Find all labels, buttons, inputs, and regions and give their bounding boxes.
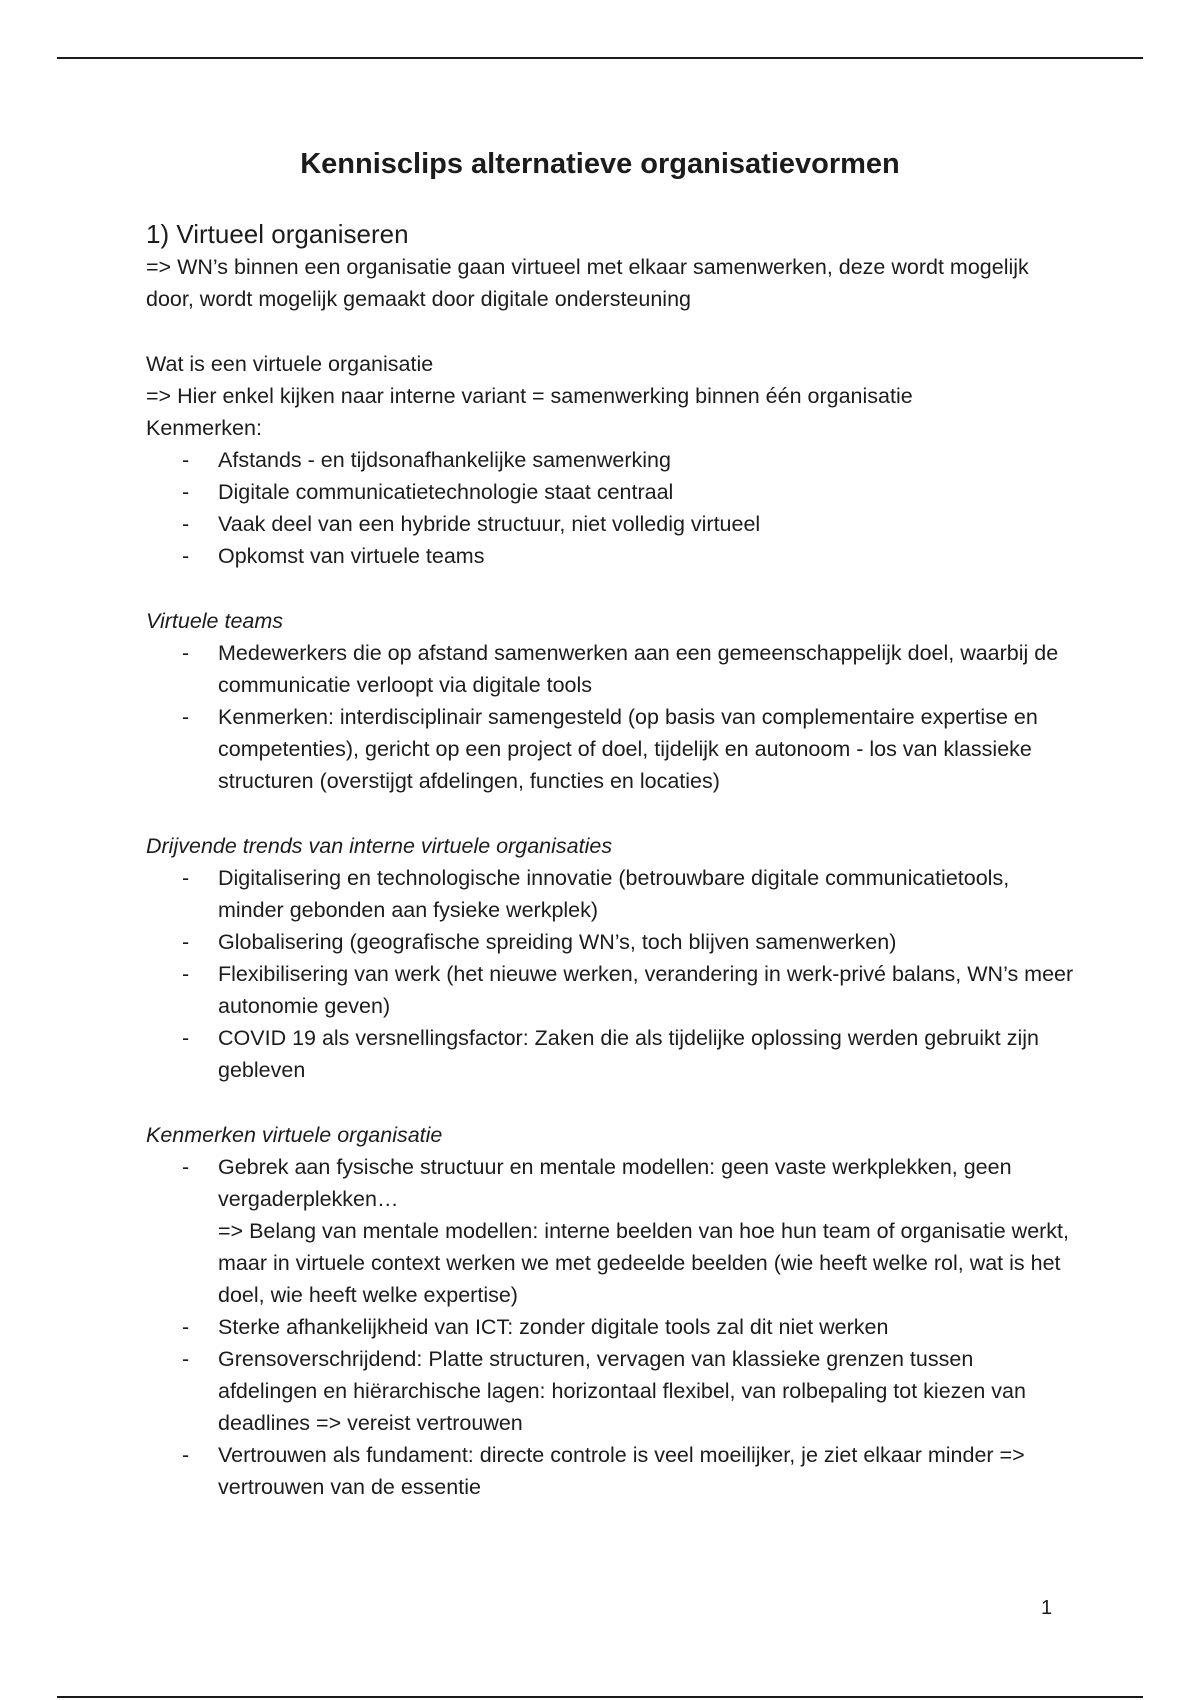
- trends-list: [146, 862, 1076, 1086]
- virtual-teams-heading: Virtuele teams: [146, 609, 284, 633]
- list-item: - Opkomst van virtuele teams: [182, 544, 485, 568]
- list-item: - Medewerkers die op afstand samenwerken aan een gemeenschappelijk doel, waarbij de communicatie verloopt via digitale tools: [182, 641, 1059, 697]
- list-item: - Sterke afhankelijkheid van ICT: zonder digitale tools zal dit niet werken: [182, 1315, 889, 1339]
- list-item: - Globalisering (geografische spreiding WN’s, toch blijven samenwerken): [182, 930, 897, 954]
- list-item: - Vertrouwen als fundament: directe controle is veel moeilijker, je ziet elkaar minder => vertrouwen van de essentie: [182, 1443, 1025, 1499]
- document-title: Kennisclips alternatieve organisatievormen: [300, 148, 900, 180]
- list-item: - Grensoverschrijdend: Platte structuren, vervagen van klassieke grenzen tussen afdelingen en hiërarchische lagen: horizontaal flexibel, van rolbepaling tot kiezen van deadlines => vereist vertrouwen: [182, 1347, 1026, 1435]
- intro-paragraph: => WN’s binnen een organisatie gaan virtueel met elkaar samenwerken, deze wordt mogelijk door, wordt mogelijk gemaakt door digitale ondersteuning: [146, 255, 1029, 311]
- footer-rule: [57, 1696, 1143, 1698]
- trends-heading: Drijvende trends van interne virtuele organisaties: [146, 834, 613, 858]
- what-is-line: => Hier enkel kijken naar interne variant = samenwerking binnen één organisatie: [146, 384, 913, 408]
- header-rule: [57, 57, 1143, 59]
- section-heading: 1) Virtueel organiseren: [146, 219, 409, 249]
- list-item: - Digitalisering en technologische innovatie (betrouwbare digitale communicatietools, minder gebonden aan fysieke werkplek): [182, 866, 1010, 922]
- characteristics-heading: Kenmerken virtuele organisatie: [146, 1123, 443, 1147]
- list-item-sub: => Belang van mentale modellen: interne beelden van hoe hun team of organisatie werkt, maar in virtuele context werken we met gedeelde beelden (wie heeft welke rol, wat is het doel, wie heeft welke expertise): [218, 1219, 1070, 1307]
- list-item: - Kenmerken: interdisciplinair samengesteld (op basis van complementaire expertise en competenties), gericht op een project of doel, tijdelijk en autonoom - los van klassieke structuren (overstijgt afdelingen, functies en locaties): [182, 705, 1038, 793]
- list-item: - Digitale communicatietechnologie staat centraal: [182, 480, 674, 504]
- list-item-main: Gebrek aan fysische structuur en mentale modellen: geen vaste werkplekken, geen vergaderplekken…: [218, 1155, 1012, 1211]
- list-item: - Vaak deel van een hybride structuur, niet volledig virtueel: [182, 512, 761, 536]
- virtual-teams-list: [146, 637, 1076, 797]
- list-item: - COVID 19 als versnellingsfactor: Zaken die als tijdelijke oplossing werden gebruikt zijn gebleven: [182, 1026, 1039, 1082]
- what-is-title: Wat is een virtuele organisatie: [146, 352, 434, 376]
- document-body: [146, 136, 1076, 1503]
- characteristics-label: Kenmerken:: [146, 416, 262, 440]
- what-is-list: [146, 444, 1076, 572]
- list-item: - Afstands - en tijdsonafhankelijke samenwerking: [182, 448, 671, 472]
- list-item: - Gebrek aan fysische structuur en mentale modellen: geen vaste werkplekken, geen vergaderplekken… => Belang van mentale modellen: interne beelden van hoe hun team of organisatie werkt, maar in virtuele context werken we met gedeelde beelden (wie heeft welke rol, wat is het doel, wie heeft welke expertise): [146, 1151, 1076, 1311]
- page-number: 1: [1041, 1597, 1053, 1619]
- list-item: - Flexibilisering van werk (het nieuwe werken, verandering in werk-privé balans, WN’s meer autonomie geven): [182, 962, 1074, 1018]
- characteristics-list: [146, 1151, 1076, 1503]
